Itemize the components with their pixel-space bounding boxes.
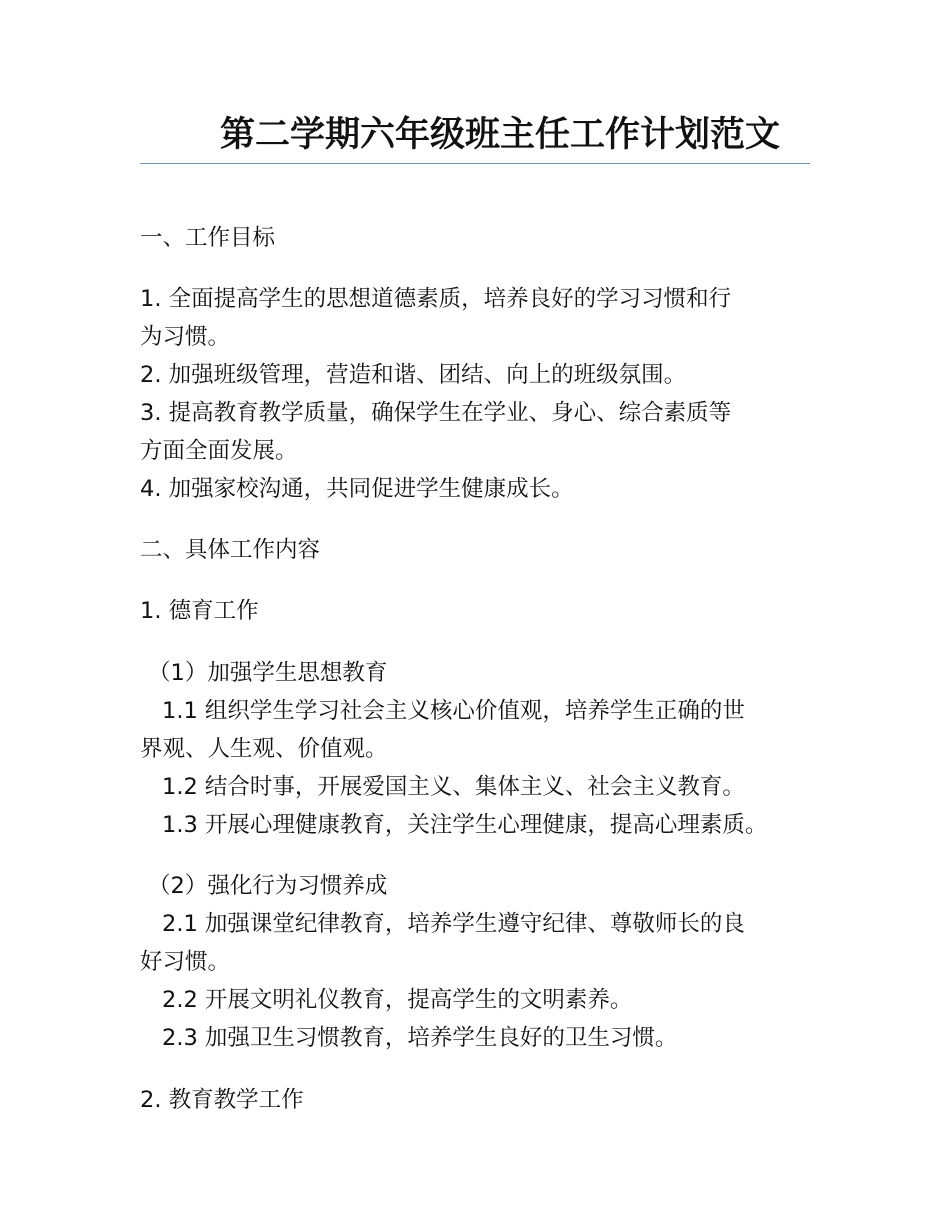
sub-item-1-1: 1.1 组织学生学习社会主义核心价值观，培养学生正确的世 xyxy=(162,698,745,724)
sub-item-2-1-continued: 好习惯。 xyxy=(140,949,231,975)
goal-item-1: 1. 全面提高学生的思想道德素质，培养良好的学习习惯和行 xyxy=(140,286,732,312)
goal-item-1-continued: 为习惯。 xyxy=(140,324,231,350)
sub-item-2-3: 2.3 加强卫生习惯教育，培养学生良好的卫生习惯。 xyxy=(162,1025,678,1051)
sub-item-1-1-continued: 界观、人生观、价值观。 xyxy=(140,736,388,762)
section-heading-content: 二、具体工作内容 xyxy=(140,537,321,563)
sub-item-2-1: 2.1 加强课堂纪律教育，培养学生遵守纪律、尊敬师长的良 xyxy=(162,911,745,937)
goal-item-3-continued: 方面全面发展。 xyxy=(140,438,298,464)
sub-item-2-2: 2.2 开展文明礼仪教育，提高学生的文明素养。 xyxy=(162,987,633,1013)
page-title: 第二学期六年级班主任工作计划范文 xyxy=(219,115,780,155)
sub-item-1-2: 1.2 结合时事，开展爱国主义、集体主义、社会主义教育。 xyxy=(162,774,745,800)
goal-item-3: 3. 提高教育教学质量，确保学生在学业、身心、综合素质等 xyxy=(140,400,732,426)
subsection-heading-moral-education: 1. 德育工作 xyxy=(140,598,259,624)
item-heading-behavior-habits: （2）强化行为习惯养成 xyxy=(148,873,388,899)
subsection-heading-teaching: 2. 教育教学工作 xyxy=(140,1087,304,1113)
sub-item-1-3: 1.3 开展心理健康教育，关注学生心理健康，提高心理素质。 xyxy=(162,812,768,838)
goal-item-2: 2. 加强班级管理，营造和谐、团结、向上的班级氛围。 xyxy=(140,362,687,388)
title-divider xyxy=(140,163,810,164)
goal-item-4: 4. 加强家校沟通，共同促进学生健康成长。 xyxy=(140,476,574,502)
item-heading-thought-education: （1）加强学生思想教育 xyxy=(148,660,388,686)
section-heading-goals: 一、工作目标 xyxy=(140,225,276,251)
